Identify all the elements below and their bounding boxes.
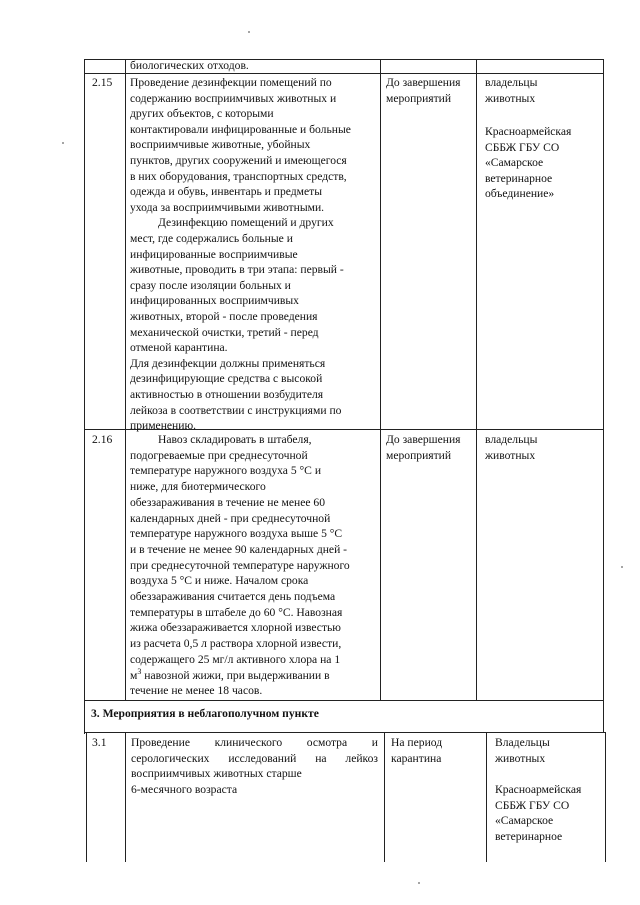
text-line: инфицированных восприимчивых [130,294,299,308]
section-left-border [84,700,85,734]
justified-line-1 [131,735,378,751]
text-line: карантина [391,751,442,765]
text-line: восприимчивые животные, убойных [130,138,311,152]
section-divider [84,732,606,733]
justified-line-2 [131,751,378,767]
text-line: пунктов, других сооружений и имеющегося [130,154,347,167]
text-line: содержащего 25 мг/л активного хлора на 1 [130,652,341,666]
text-line: Проведение дезинфекции помещений по [130,76,332,89]
text-line: восприимчивых животных старше [131,767,302,781]
unit-m: м [130,668,138,682]
row-number-2-16: 2.16 [92,433,113,446]
text-line: мероприятий [386,448,452,462]
text-line: механической очистки, третий - перед [130,325,319,339]
lower-right-border [605,732,606,862]
text-line: 6-месячного возраста [131,783,238,797]
text-line: мероприятий [386,91,452,105]
text-line: Красноармейская [485,125,572,138]
text-line: владельцы [485,433,538,446]
lower-col-divider-1 [125,732,126,862]
word: клинического [214,736,283,749]
text-line: животных, второй - после проведения [130,310,318,323]
text-line: сразу после изоляции больных и [130,278,291,292]
text-line: ниже, для биотермического [130,480,266,494]
col-divider-1 [125,59,126,701]
unit-superscript: 3 [137,666,142,676]
table-right-border [603,59,604,733]
text-line: течение не менее 18 часов. [130,684,263,698]
word: на [315,751,327,765]
text-line: ухода за восприимчивыми животными. [130,200,325,214]
text-line: и в течение не менее 90 календарных дней - [130,542,348,556]
text-line: температуры в штабеле до 60 °С. Навозная [130,605,343,619]
text-line: СББЖ ГБУ СО [495,798,570,812]
text-line: объединение» [485,187,555,201]
text-line: Навоз складировать в штабеля, [158,433,312,446]
word: лейкоз [345,751,378,765]
scan-speck [62,142,64,144]
text-line: календарных дней - при среднесуточной [130,511,331,525]
text-line: животных [485,91,536,105]
text-line: ветеринарное [485,171,553,185]
text-line: одежда и обувь, инвентарь и предметы [130,185,323,199]
text-line: До завершения [386,433,461,446]
text-line: активностью в отношении возбудителя [130,388,324,401]
text-line: ветеринарное [495,830,563,844]
text-line: других объектов, с которыми [130,107,274,121]
col-divider-3 [476,59,477,701]
text-line: подогреваемые при среднесуточной [130,448,308,462]
text-line: На период [391,736,443,749]
text-line-m3 [130,668,330,684]
text-line: СББЖ ГБУ СО [485,140,560,154]
word: Проведение [131,736,190,749]
word: осмотра [306,736,348,749]
lower-col-divider-2 [384,732,385,862]
row-prev-line: биологических отходов. [130,59,249,72]
scan-speck [621,566,623,568]
text-line: обеззараживания считается день подъема [130,590,336,603]
word: исследований [228,751,297,765]
text-line: температуре наружного воздуха 5 °С и [130,464,322,478]
row-number-2-15: 2.15 [92,76,113,89]
text-line: отменой карантина. [130,341,228,355]
text-line: лейкоза в соответствии с инструкциями по [130,403,342,417]
text-line: «Самарское [485,156,544,170]
text-line: животные, проводить в три этапа: первый - [130,263,344,277]
lower-col-divider-3 [486,732,487,862]
lower-left-border [86,732,87,862]
text-line: жижа обеззараживается хлорной известью [130,621,341,635]
text-line: контактировали инфицированные и больные [130,122,351,136]
text-line: Для дезинфекции должны применяться [130,356,326,370]
text-line: обеззараживания в течение не менее 60 [130,495,325,509]
scan-speck [248,31,250,33]
text-line: при среднесуточной температуре наружного [130,558,350,572]
col-divider-2 [380,59,381,701]
text-line: температуре наружного воздуха выше 5 °С [130,527,343,541]
text-line: мест, где содержались больные и [130,232,293,245]
word: и [371,736,378,749]
text-line: дезинфицирующие средства с высокой [130,372,323,386]
table-left-border [84,59,85,701]
text-line: животных [485,448,536,462]
text-line: животных [495,751,546,765]
text-line: владельцы [485,76,538,89]
text-line: из расчета 0,5 л раствора хлорной извести, [130,637,342,651]
text-line: До завершения [386,76,461,89]
text-line: в них оборудования, транспортных средств, [130,169,347,183]
text-line: применению. [130,419,197,433]
text-line: содержанию восприимчивых животных и [130,91,337,105]
row-number-3-1: 3.1 [92,736,107,749]
text-line: воздуха 5 °С и ниже. Началом срока [130,574,309,588]
text-line: Красноармейская [495,783,582,796]
text-line: «Самарское [495,814,554,828]
section-heading: 3. Мероприятия в неблагополучном пункте [91,707,319,720]
scan-speck [418,882,420,884]
text-line-m3-rest: навозной жижи, при выдерживании в [141,668,330,682]
text-line: Владельцы [495,736,550,749]
text-line: инфицированные восприимчивые [130,247,298,261]
text-line: Дезинфекцию помещений и других [158,216,334,230]
row-divider-2-16 [84,700,604,701]
word: серологических [131,751,210,765]
